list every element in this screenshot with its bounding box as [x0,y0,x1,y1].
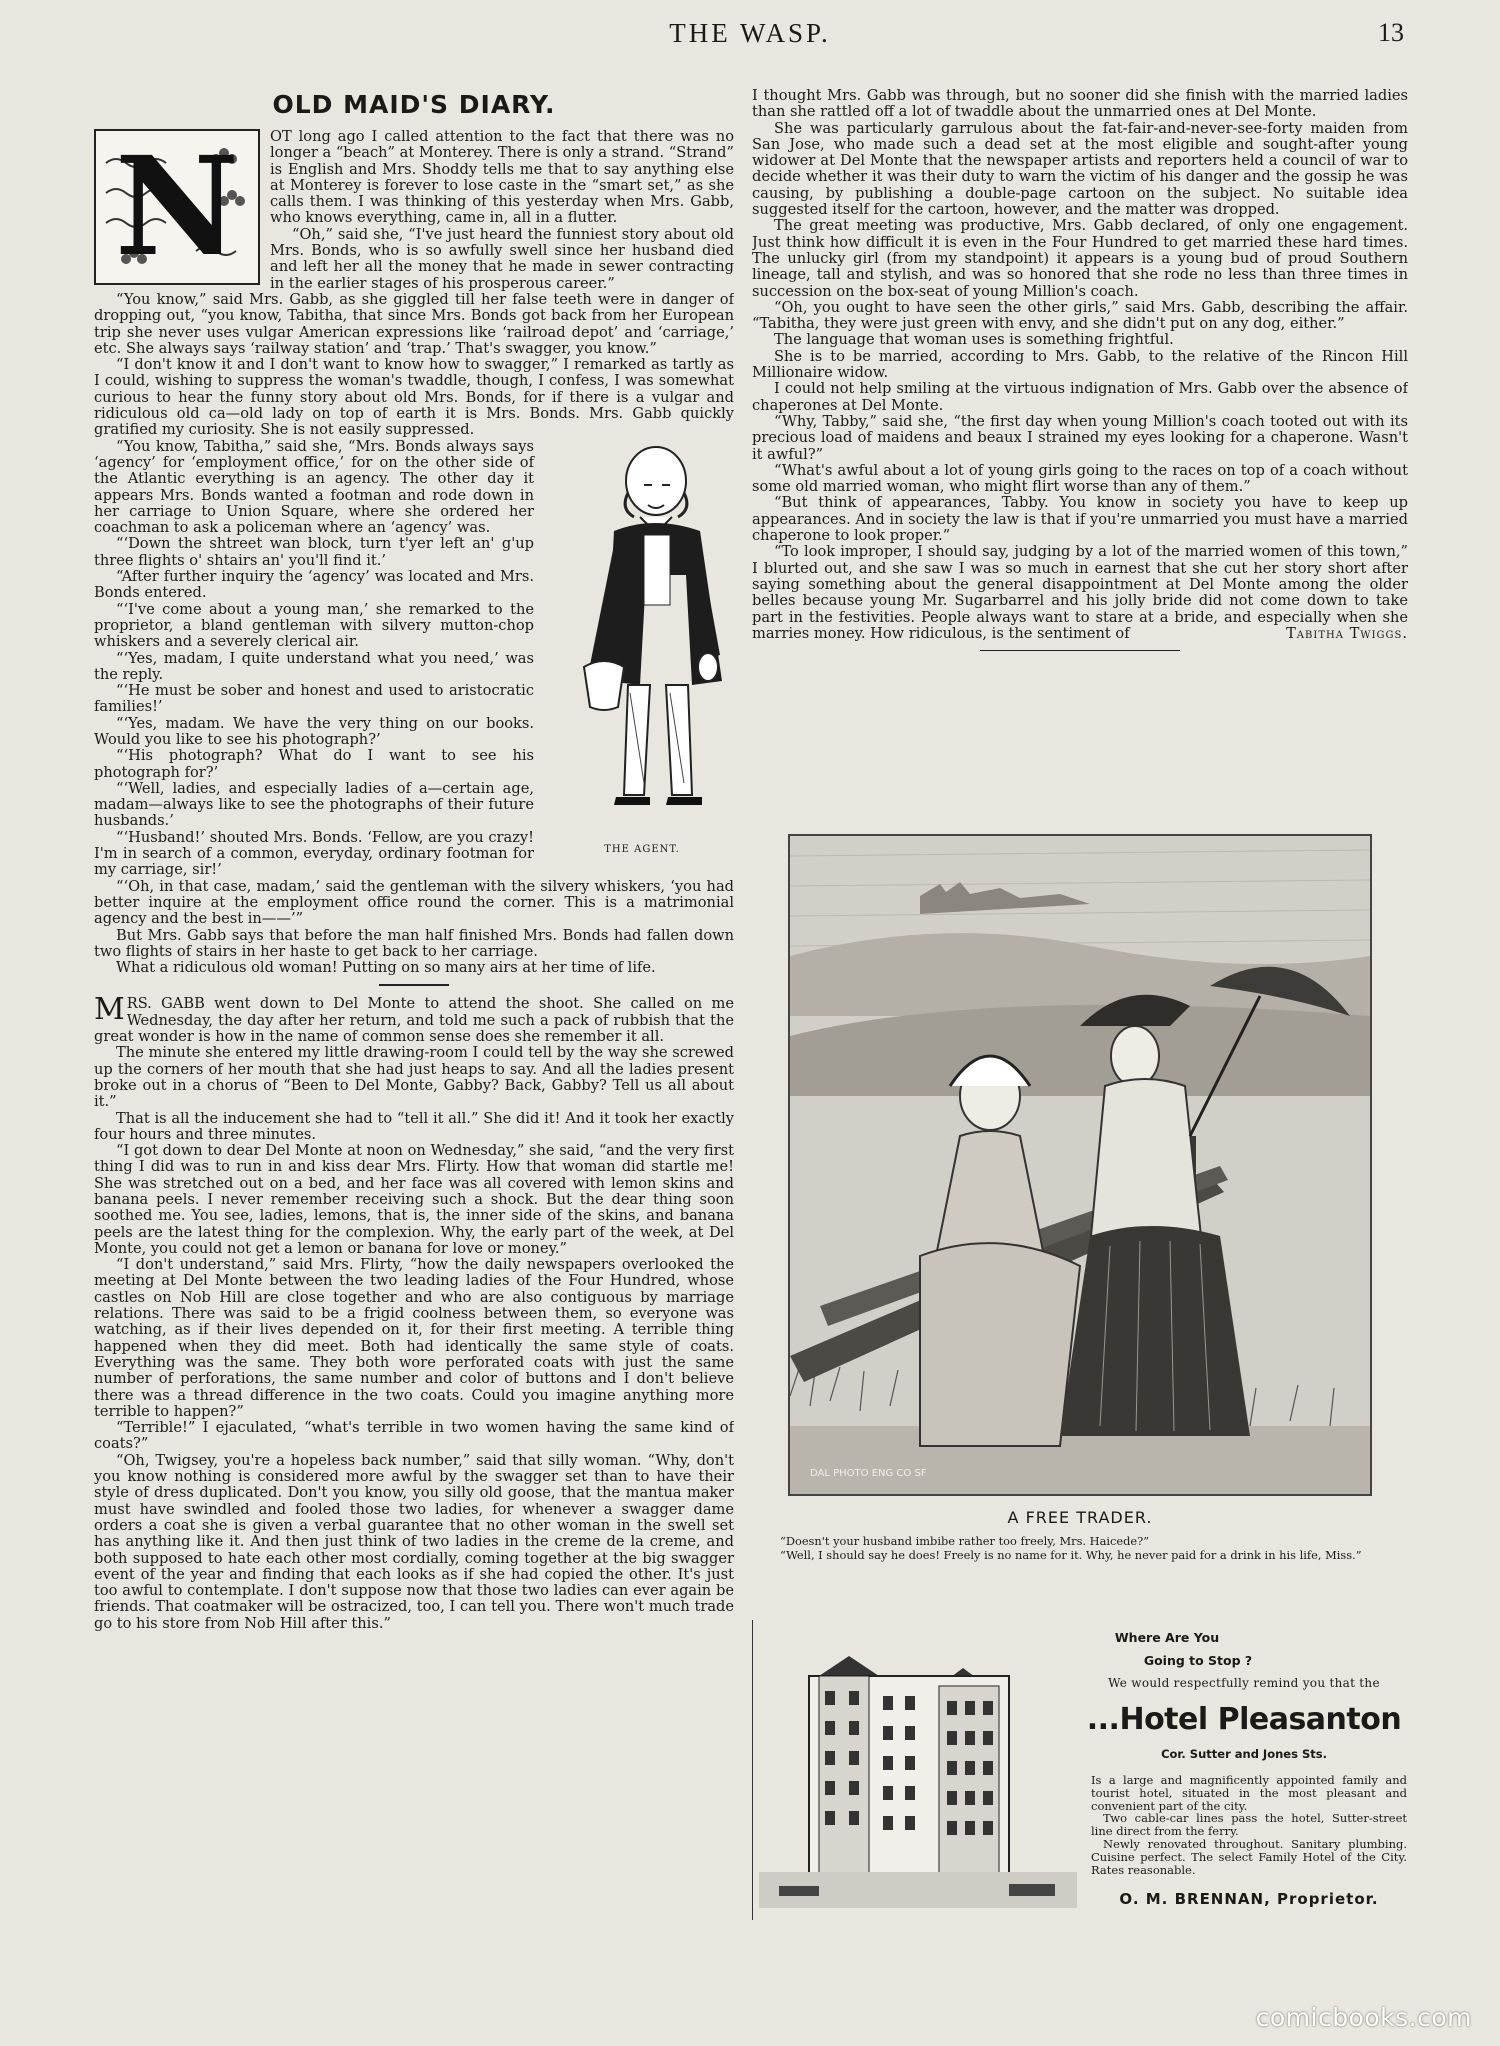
section-divider [379,984,449,986]
paragraph: She was particularly garrulous about the fat-fair-and-never-see-forty maiden from San Jose, who made such a dead set at the most eligible and sought-after young widower at Del Monte that the newspaper artists and reporters held a council of war to decide whether it was their duty to warn the victim of his danger and the gossip he was causing, by publishing a double-page cartoon on the subject. No suitable idea suggested itself for the cartoon, however, and the matter was dropped. [752,119,1408,219]
dropcap-letter: N [114,127,240,287]
paragraph: “But think of appearances, Tabby. You know in society you have to keep up appearances. And in society the law is that if you're unmarried you must have a married chaperone to look proper.” [752,494,1408,545]
paragraph: “I got down to dear Del Monte at noon on Wednesday,” she said, “and the very first thing I did was to run in and kiss dear Mrs. Flirty. How that woman did startle me! She was stretched out on a bed, and her face was all covered with lemon skins and banana peels. I never remember receiving such a shock. But the dear thing soon soothed me. You see, ladies, lemons, that is, the inner side of the skins, and banana peels are the latest thing for the complexion. Why, the early part of the week, at Del Monte, you could not get a lemon or banana for love or money.” [94,1142,734,1257]
magazine-title: THE WASP. [669,18,831,48]
dialogue-line: “Well, I should say he does! Freely is no name for it. Why, he never paid for a drink in his life, Miss.” [780,1548,1362,1563]
paragraph: “‘Yes, madam. We have the very thing on our books. Would you like to see his photograph?’ [94,714,534,748]
paragraph [94,992,734,1046]
hotel-engraving [759,1646,1077,1908]
hotel-advertisement [752,1620,1413,1920]
paragraph: “‘Husband!’ shouted Mrs. Bonds. ‘Fellow, are you crazy! I'm in search of a common, everyday, ordinary footman for my carriage, sir!’ [94,828,534,879]
engraver-mark: DAL PHOTO ENG CO SF [810,1468,927,1479]
paragraph: “‘Oh, in that case, madam,’ said the gentleman with the silvery whiskers, ‘you had better inquire at the employment office round the corner. This is a matrimonial agency and the best in——’” [94,877,734,928]
paragraph [752,544,1408,642]
paragraph: “What's awful about a lot of young girls going to the races on top of a coach without some old married woman, who might flirt worse than any of them.” [752,461,1408,496]
paragraph: “‘He must be sober and honest and used to aristocratic families!’ [94,682,534,716]
paragraph: The great meeting was productive, Mrs. Gabb declared, of only one engagement. Just think how difficult it is even in the Four Hundred to get married these hard times. The unlucky girl (from my standpoint) it appears is a young bud of proud Southern lineage, tall and stylish, and was so honored that she rode no less than three times in succession on the box-seat of young Million's coach. [752,217,1408,300]
paragraph: “‘His photograph? What do I want to see his photograph for?’ [94,747,534,781]
figure-caption: THE AGENT. [604,843,680,855]
paragraph: That is all the inducement she had to “tell it all.” She did it! And it took her exactly four hours and three minutes. [94,1109,734,1143]
paragraph-text: “To look improper, I should say, judging by a lot of the married women of this town,” I blurted out, and she saw I was so much in earnest that she cut her story short after saying something about the general disappointment at Del Monte among the older belles because young Mr. Sugarbarrel and his jolly bride did not come down to take part in the festivities. People always want to stare at a bride, and especially when she marries money. How ridiculous, is the sentiment of [752,543,1408,642]
paragraph: She is to be married, according to Mrs. Gabb, to the relative of the Rincon Hill Millionaire widow. [752,347,1408,382]
illustration-title: A FREE TRADER. [1007,1508,1153,1527]
paragraph: “You know,” said Mrs. Gabb, as she giggled till her false teeth were in danger of dropping out, “you know, Tabitha, that since Mrs. Bonds got back from her European trip she never uses vulgar American expressions like ‘railroad depot’ and ‘carriage,’ etc. She always says ‘railway station’ and ‘trap.’ That's swagger, you know.” [94,290,734,357]
ad-paragraph: Newly renovated throughout. Sanitary plumbing. Cuisine perfect. The select Family Hotel of the City. Rates reasonable. [1091,1836,1407,1877]
signature: Tabitha Twiggs. [1286,624,1408,642]
paragraph: “I don't understand,” said Mrs. Flirty, “how the daily newspapers overlooked the meeting at Del Monte between the two leading ladies of the Four Hundred, whose castles on Nob Hill are close together and who are also contiguous by marriage relations. There was said to be a frigid coolness between them, so everyone was watching, as if their lives depended on it, for their first meeting. A terrible thing happened when they did meet. Both had identically the same style of coats. Everything was the same. They both wore perforated coats with just the same number of perforations, the same number and color of buttons and I don't believe there was a thread difference in the two coats. Could you imagine anything more terrible to happen?” [94,1256,734,1420]
paragraph: “‘Yes, madam, I quite understand what you need,’ was the reply. [94,649,534,683]
paragraph: “Why, Tabby,” said she, “the first day when young Million's coach tooted out with its precious load of maidens and beaux I strained my eyes looking for a chaperone. Wasn't it awful?” [752,412,1408,463]
paragraph: “You know, Tabitha,” said she, “Mrs. Bonds always says ‘agency’ for ‘employment office,’ for on the other side of the Atlantic everything is an agency. The other day it appears Mrs. Bonds wanted a footman and rode down in her carriage to Union Square, where she ordered her coachman to ask a policeman where an ‘agency’ was. [94,437,534,537]
hotel-proprietor: O. M. BRENNAN, Proprietor. [1119,1890,1379,1908]
paragraph: I could not help smiling at the virtuous indignation of Mrs. Gabb over the absence of chaperones at Del Monte. [752,380,1408,414]
paragraph: “Terrible!” I ejaculated, “what's terrible in two women having the same kind of coats?” [94,1419,734,1453]
agent-figure [544,435,734,855]
hotel-address: Cor. Sutter and Jones Sts. [1161,1747,1327,1761]
paragraph: “After further inquiry the ‘agency’ was located and Mrs. Bonds entered. [94,568,534,602]
paragraph: The language that woman uses is something frightful. [774,331,1174,349]
article-title: OLD MAID'S DIARY. [272,90,556,119]
ad-paragraph: Two cable-car lines pass the hotel, Sutter-street line direct from the ferry. [1091,1811,1407,1839]
ad-body [1091,1774,1407,1876]
paragraph: The minute she entered my little drawing-room I could tell by the way she screwed up the corners of her mouth that she had just heaps to say. And all the ladies present broke out in a chorus of “Been to Del Monte, Gabby? Back, Gabby? Tell us all about it.” [94,1044,734,1111]
ad-question-line-1: Where Are You [1114,1630,1220,1645]
ad-question-line-2: Going to Stop ? [1143,1653,1253,1668]
paragraph: What a ridiculous old woman! Putting on so many airs at her time of life. [116,959,656,977]
right-column [752,88,1408,848]
paragraph: “Oh, Twigsey, you're a hopeless back number,” said that silly woman. “Why, don't you know nothing is considered more awful by the swagger set than to have their style of dress duplicated. Don't you know, you silly old goose, that the mantua maker must have swindled and fooled those two ladies, for whenever a swagger dame orders a coat she is given a verbal guarantee that no other woman in the swell set has anything like it. And then just think of two ladies in the creme de la creme, and both supposed to hate each other most cordially, coming together at the big swagger event of the year and finding that each looks as if she had copied the other. It's just too awful to contemplate. I don't suppose now that those two ladies can ever again be friends. That coatmaker will be ostracized, too, I can tell you. There won't much trade go to his store from Nob Hill after this.” [94,1451,734,1632]
free-trader-illustration [788,834,1372,1496]
paragraph: “‘Well, ladies, and especially ladies of a—certain age, madam—always like to see the photographs of their future husbands.’ [94,779,534,830]
hotel-building-icon [759,1646,1077,1908]
paragraph: I thought Mrs. Gabb was through, but no sooner did she finish with the married ladies than she rattled off a lot of twaddle about the unmarried ones at Del Monte. [752,88,1408,121]
paragraph: “I don't know it and I don't want to know how to swagger,” I remarked as tartly as I could, wishing to suppress the woman's twaddle, though, I confess, I was somewhat curious to hear the funny story about old Mrs. Bonds, for if there is a vulgar and ridiculous old ca—old lady on top of earth it is Mrs. Bonds. Mrs. Gabb quickly gratified my curiosity. She is not easily suppressed. [94,356,734,439]
column-divider [980,650,1180,651]
section-initial: M [94,992,125,1028]
running-head [0,14,1500,54]
paragraph: “Oh, you ought to have seen the other girls,” said Mrs. Gabb, describing the affair. “Tabitha, they were just green with envy, and she didn't put on any dog, either.” [752,298,1408,333]
dialogue-line: “Doesn't your husband imbibe rather too freely, Mrs. Haicede?” [780,1534,1150,1548]
agent-sketch-icon [544,435,734,835]
ad-paragraph: Is a large and magnificently appointed family and tourist hotel, situated in the most pleasant and convenient part of the city. [1091,1773,1407,1813]
paragraph: “‘I've come about a young man,’ she remarked to the proprietor, a bland gentleman with silvery mutton-chop whiskers and a severely clerical air. [94,600,534,651]
paragraph-text: RS. GABB went down to Del Monte to attend the shoot. She called on me Wednesday, the day after her return, and told me such a pack of rubbish that the great wonder is how in the name of common sense does she remember it all. [94,995,734,1046]
hotel-name: ...Hotel Pleasanton [1086,1702,1402,1737]
page-number: 13 [1378,18,1404,47]
paragraph: “‘Down the shtreet wan block, turn t'yer left an' g'up three flights o' shtairs an' you'll find it.’ [94,535,534,569]
watermark: comicbooks.com [1255,2003,1472,2032]
decorated-initial [94,129,260,285]
paragraph: “Oh,” said she, “I've just heard the funniest story about old Mrs. Bonds, who is so awfully swell since her husband died and left her all the money that he made in sewer contracting in the earlier stages of his prosperous career.” [270,225,734,292]
left-column [94,90,734,1985]
two-women-at-fence-icon [790,836,1370,1494]
paragraph: But Mrs. Gabb says that before the man half finished Mrs. Bonds had fallen down two flights of stairs in her haste to get back to her carriage. [94,926,734,960]
paragraph: OT long ago I called attention to the fact that there was no longer a “beach” at Monterey. There is only a strand. “Strand” is English and Mrs. Shoddy tells me that to say anything else at Monterey is forever to lose caste in the “smart set,” as she calls them. I was thinking of this yesterday when Mrs. Gabb, who knows everything, came in, all in a flutter. [270,128,734,227]
illustration-dialogue [752,1534,1408,1563]
ad-remind-line: We would respectfully remind you that the [1108,1676,1380,1690]
